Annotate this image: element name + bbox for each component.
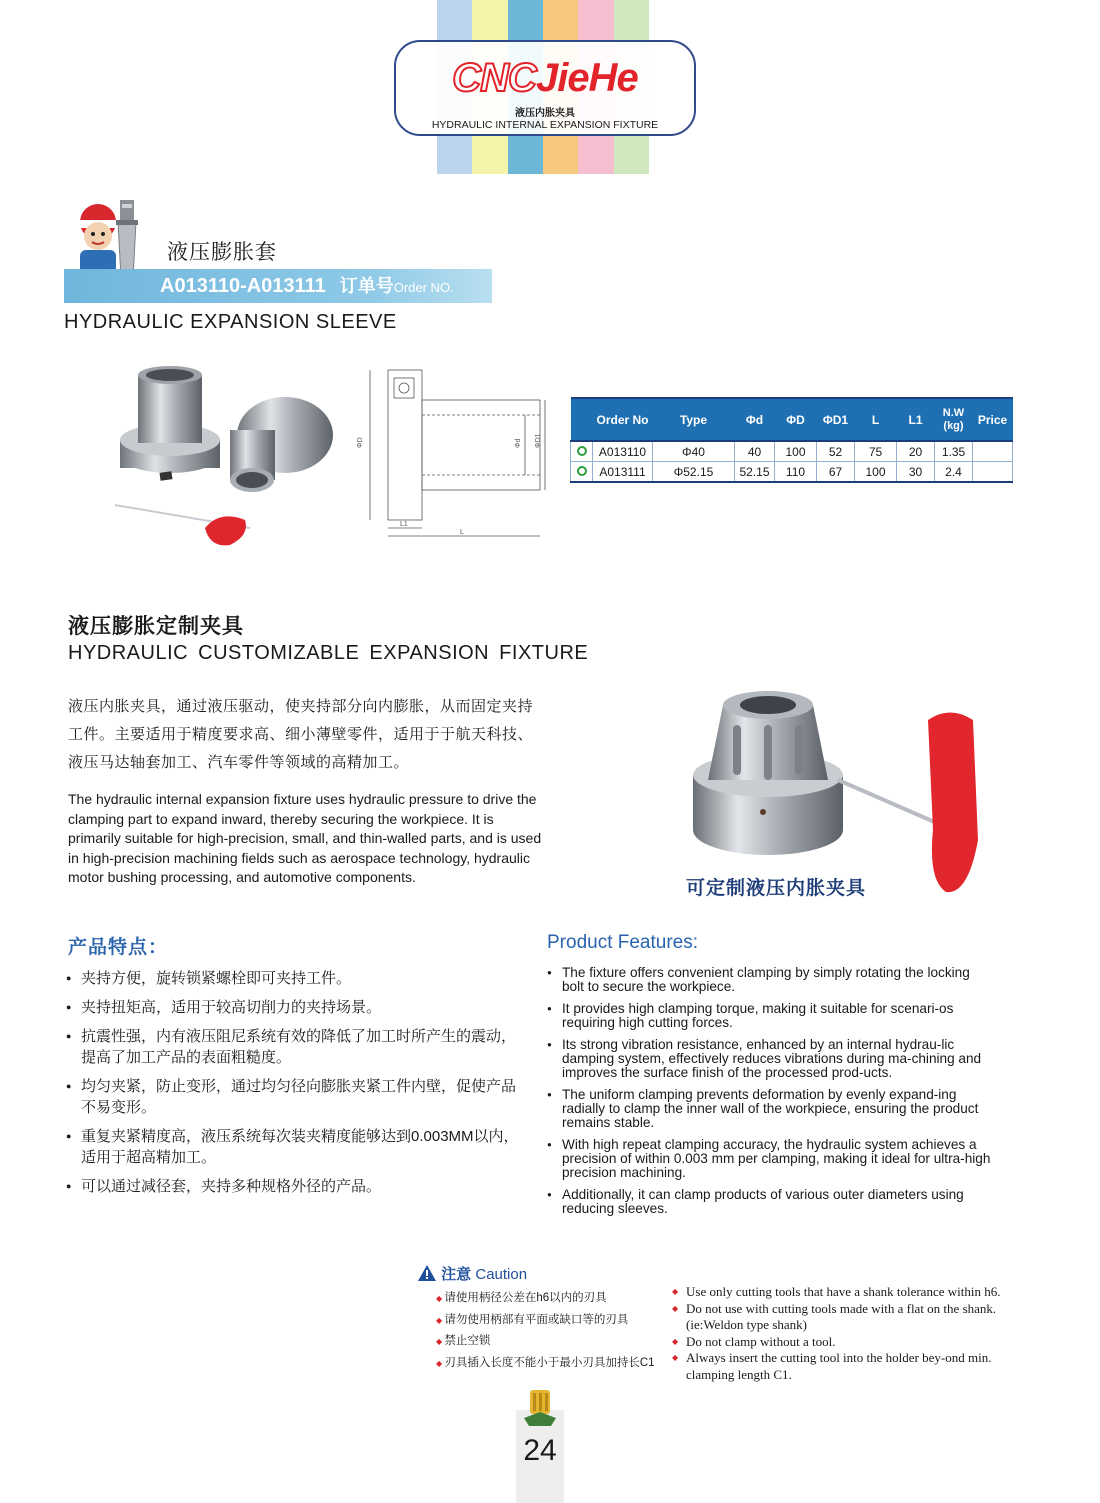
table-header: L bbox=[855, 398, 897, 441]
list-item: ● 重复夹紧精度高，液压系统每次装夹精度能够达到0.003MM以内，适用于超高精加工。 bbox=[66, 1126, 526, 1168]
table-cell: A013110 bbox=[593, 441, 653, 462]
product-title-cn: 液压膨胀套 bbox=[167, 241, 277, 264]
table-cell: 20 bbox=[897, 441, 935, 462]
drawing-label-L: L bbox=[460, 529, 464, 536]
expansion-sleeve-photo bbox=[110, 360, 340, 555]
list-item: ◆ Do not clamp without a tool. bbox=[672, 1334, 1022, 1351]
list-item: ● 夹持扭矩高，适用于较高切削力的夹持场景。 bbox=[66, 997, 526, 1018]
row-marker-icon bbox=[571, 462, 593, 483]
logo-subtitle-cn: 液压内胀夹具 bbox=[515, 108, 575, 119]
drawing-label-d: Φd bbox=[515, 438, 522, 448]
table-row bbox=[571, 441, 1013, 462]
brand-logo bbox=[394, 40, 696, 136]
spec-table bbox=[570, 397, 1013, 483]
table-cell bbox=[973, 462, 1013, 483]
table-header: ΦD bbox=[775, 398, 817, 441]
features-list-en bbox=[547, 966, 992, 1224]
list-item: ◆ 禁止空锁 bbox=[436, 1331, 655, 1353]
logo-wordmark: CNCJieHe bbox=[452, 56, 638, 100]
caution-title bbox=[417, 1263, 527, 1284]
list-item: ◆ Do not use with cutting tools made with a flat on the shank.(ie:Weldon type shank) bbox=[672, 1301, 1022, 1334]
caution-list-cn bbox=[436, 1288, 655, 1374]
custom-description-en: The hydraulic internal expansion fixture uses hydraulic pressure to drive the clamping part to expand inward, thereby securing the workpiece. It is primarily suitable for high-precision, small, and thin-walled parts, and is used in high-precision machining fields such as aerospace technology, hydraulic motor bushing processing, and automotive components. bbox=[68, 791, 542, 885]
table-header: Type bbox=[653, 398, 735, 441]
caution-title-en: Caution bbox=[475, 1266, 528, 1283]
list-item: ● Additionally, it can clamp products of various outer diameters using reducing sleeves. bbox=[547, 1188, 992, 1216]
table-cell: 67 bbox=[817, 462, 855, 483]
list-item: ● Its strong vibration resistance, enhanced by an internal hydrau-lic damping system, effectively reduces vibrations during ma-chining and improves the surface finish of the processed prod-ucts. bbox=[547, 1038, 992, 1080]
table-cell bbox=[973, 441, 1013, 462]
table-cell: A013111 bbox=[593, 462, 653, 483]
table-header-row bbox=[571, 398, 1013, 441]
order-range: A013110-A013111 bbox=[160, 275, 326, 297]
order-number bbox=[160, 272, 454, 298]
caution-list-en bbox=[672, 1284, 1022, 1383]
table-cell: 30 bbox=[897, 462, 935, 483]
list-item: ● It provides high clamping torque, making it suitable for scenari-os requiring high cutting forces. bbox=[547, 1002, 992, 1030]
table-row bbox=[571, 462, 1013, 483]
order-label-en: Order NO. bbox=[393, 280, 454, 295]
table-cell: 52.15 bbox=[735, 462, 775, 483]
table-cell: 110 bbox=[775, 462, 817, 483]
table-header: Φd bbox=[735, 398, 775, 441]
table-cell: 75 bbox=[855, 441, 897, 462]
list-item: ◆ Always insert the cutting tool into the holder bey-ond min. clamping length C1. bbox=[672, 1350, 1022, 1383]
table-header: ΦD1 bbox=[817, 398, 855, 441]
table-cell: 2.4 bbox=[935, 462, 973, 483]
table-cell: Φ40 bbox=[653, 441, 735, 462]
table-header: L1 bbox=[897, 398, 935, 441]
list-item: ● 可以通过减径套，夹持多种规格外径的产品。 bbox=[66, 1176, 526, 1197]
list-item: ◆ Use only cutting tools that have a shank tolerance within h6. bbox=[672, 1284, 1022, 1301]
table-header: N.W (kg) bbox=[935, 398, 973, 441]
table-header-marker bbox=[571, 398, 593, 441]
order-label-cn: 订单号 bbox=[339, 276, 394, 296]
list-item: ◆ 请使用柄径公差在h6以内的刃具 bbox=[436, 1288, 655, 1310]
custom-fixture-caption: 可定制液压内胀夹具 bbox=[686, 878, 867, 899]
table-cell: 100 bbox=[775, 441, 817, 462]
table-cell: 40 bbox=[735, 441, 775, 462]
table-header: Price bbox=[973, 398, 1013, 441]
page-number: 24 bbox=[523, 1434, 557, 1467]
features-title-en: Product Features: bbox=[547, 932, 699, 953]
table-cell: Φ52.15 bbox=[653, 462, 735, 483]
custom-title-en: HYDRAULIC CUSTOMIZABLE EXPANSION FIXTURE bbox=[68, 642, 589, 664]
list-item: ● The uniform clamping prevents deformation by evenly expand-ing radially to clamp the inner wall of the workpiece, ensuring the product remains stable. bbox=[547, 1088, 992, 1130]
drawing-label-D1: ΦD1 bbox=[535, 433, 542, 448]
table-header: Order No bbox=[593, 398, 653, 441]
logo-subtitle-en: HYDRAULIC INTERNAL EXPANSION FIXTURE bbox=[431, 119, 659, 131]
list-item: ● 均匀夹紧，防止变形，通过均匀径向膨胀夹紧工件内壁，促使产品不易变形。 bbox=[66, 1076, 526, 1118]
page-emblem-icon bbox=[521, 1388, 559, 1428]
list-item: ◆ 请勿使用柄部有平面或缺口等的刃具 bbox=[436, 1310, 655, 1332]
table-cell: 100 bbox=[855, 462, 897, 483]
list-item: ● The fixture offers convenient clamping by simply rotating the locking bolt to secure the workpiece. bbox=[547, 966, 992, 994]
list-item: ● 抗震性强，内有液压阻尼系统有效的降低了加工时所产生的震动，提高了加工产品的表面粗糙度。 bbox=[66, 1026, 526, 1068]
list-item: ● 夹持方便，旋转锁紧螺栓即可夹持工件。 bbox=[66, 968, 526, 989]
list-item: ● With high repeat clamping accuracy, the hydraulic system achieves a precision of within 0.003 mm per clamping, making it ideal for ultra-high precision machining. bbox=[547, 1138, 992, 1180]
warning-icon bbox=[417, 1264, 437, 1282]
caution-title-cn: 注意 bbox=[441, 1266, 472, 1283]
custom-title-cn: 液压膨胀定制夹具 bbox=[68, 615, 244, 638]
drawing-label-L1: L1 bbox=[400, 521, 408, 528]
table-cell: 52 bbox=[817, 441, 855, 462]
product-title-en: HYDRAULIC EXPANSION SLEEVE bbox=[64, 311, 397, 333]
features-title-cn: 产品特点： bbox=[68, 937, 169, 958]
custom-description-cn: 液压内胀夹具，通过液压驱动，使夹持部分向内膨胀，从而固定夹持工件。主要适用于精度要求高、细小薄壁零件，适用于于航天科技、液压马达轴套加工、汽车零件等领域的高精加工。 bbox=[68, 698, 534, 771]
table-cell: 1.35 bbox=[935, 441, 973, 462]
features-list-cn bbox=[66, 968, 526, 1205]
drawing-label-D: ΦD bbox=[357, 437, 364, 448]
row-marker-icon bbox=[571, 441, 593, 462]
technical-drawing bbox=[350, 360, 555, 540]
custom-fixture-photo bbox=[688, 680, 1008, 895]
list-item: ◆ 刃具插入长度不能小于最小刃具加持长C1 bbox=[436, 1353, 655, 1375]
